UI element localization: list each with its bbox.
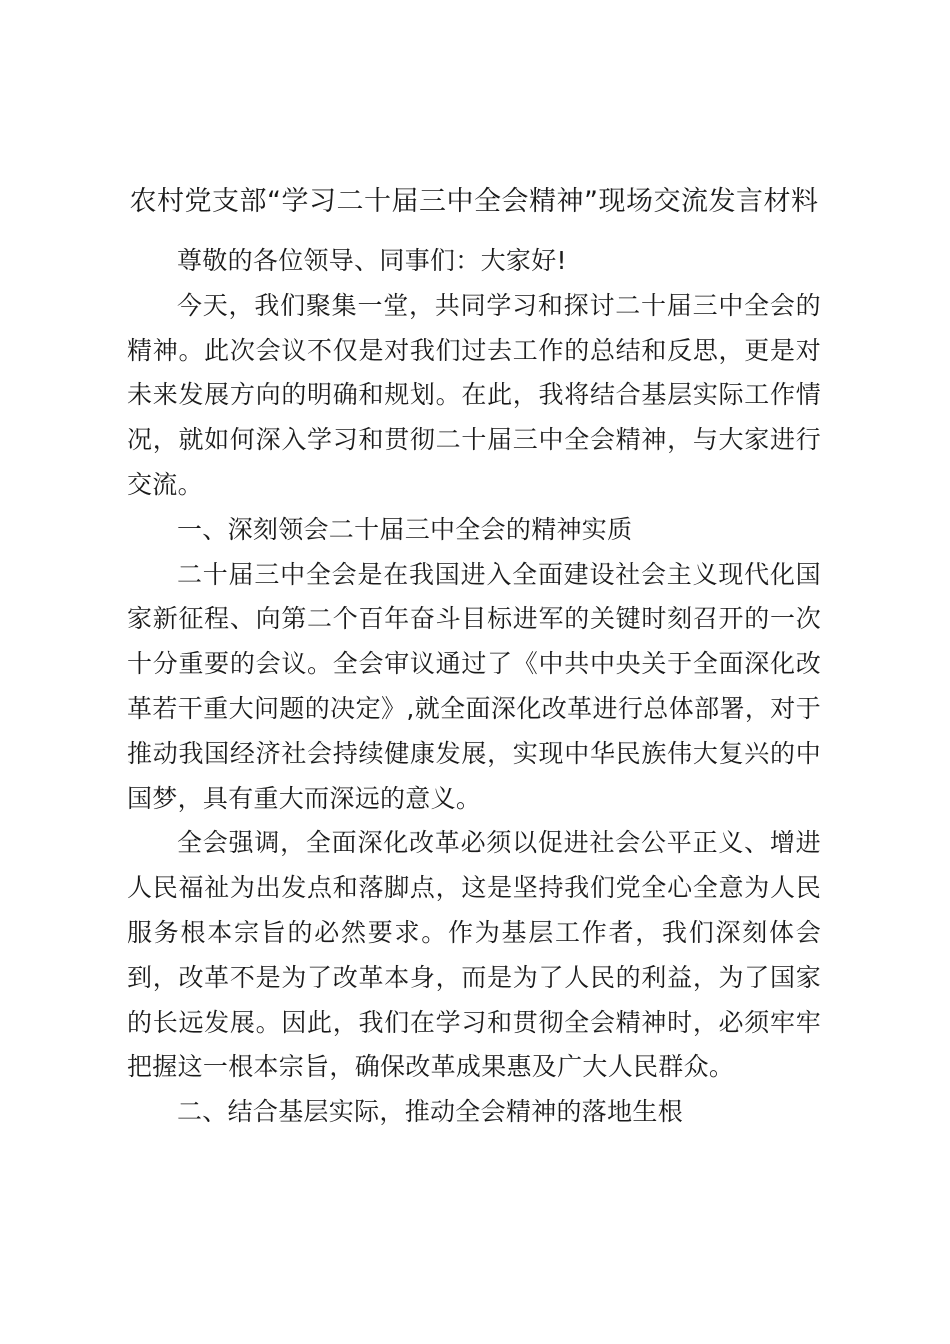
section-heading-1: 一、深刻领会二十届三中全会的精神实质 — [177, 514, 633, 544]
document-title: 农村党支部“学习二十届三中全会精神”现场交流发言材料 — [129, 186, 819, 217]
document-body — [127, 180, 821, 1135]
section-heading-2: 二、结合基层实际，推动全会精神的落地生根 — [177, 1097, 684, 1127]
intro-paragraph: 今天，我们聚集一堂，共同学习和探讨二十届三中全会的精神。此次会议不仅是对我们过去工作的总结和反思，更是对未来发展方向的明确和规划。在此，我将结合基层实际工作情况，就如何深入学习和贯彻二十届三中全会精神，与大家进行交流。 — [127, 290, 821, 499]
section-1-paragraph-2: 全会强调，全面深化改革必须以促进社会公平正义、增进人民福祉为出发点和落脚点，这是坚持我们党全心全意为人民服务根本宗旨的必然要求。作为基层工作者，我们深刻体会到，改革不是为了改革本身，而是为了人民的利益，为了国家的长远发展。因此，我们在学习和贯彻全会精神时，必须牢牢把握这一根本宗旨，确保改革成果惠及广大人民群众。 — [127, 828, 821, 1082]
greeting-paragraph: 尊敬的各位领导、同事们：大家好! — [177, 246, 567, 275]
section-1-paragraph-1: 二十届三中全会是在我国进入全面建设社会主义现代化国家新征程、向第二个百年奋斗目标进军的关键时刻召开的一次十分重要的会议。全会审议通过了《中共中央关于全面深化改革若干重大问题的决定》,就全面深化改革进行总体部署，对于推动我国经济社会持续健康发展，实现中华民族伟大复兴的中国梦，具有重大而深远的意义。 — [127, 559, 821, 813]
